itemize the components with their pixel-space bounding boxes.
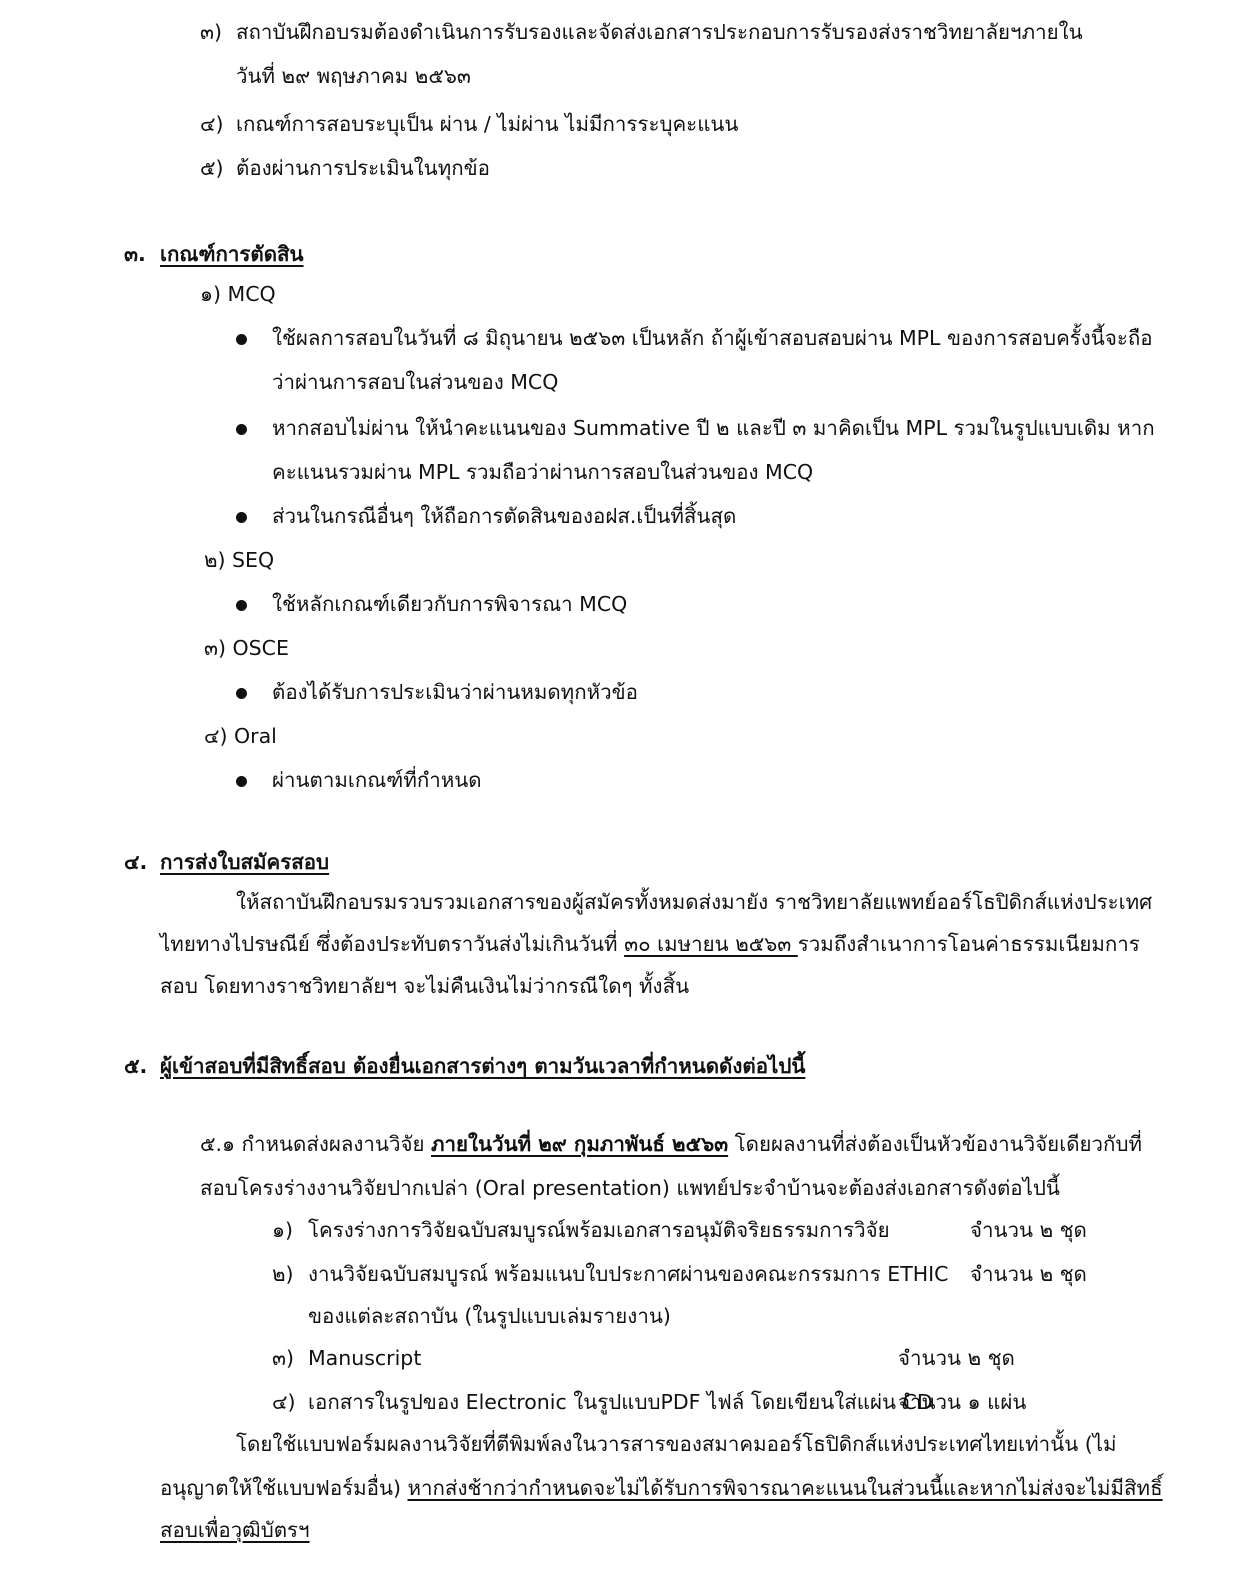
list-item-number: ๓) — [272, 1346, 295, 1370]
document-quantity: จำนวน ๒ ชุด — [898, 1346, 1015, 1370]
paragraph-line: อนุญาตให้ใช้แบบฟอร์มอื่น) หากส่งช้ากว่ากำหนดจะไม่ได้รับการพิจารณาคะแนนในส่วนนี้และหากไม่ส่งจะไม่มีสิทธิ์ — [160, 1476, 1163, 1500]
paragraph-line: ๕.๑ กำหนดส่งผลงานวิจัย ภายในวันที่ ๒๙ กุมภาพันธ์ ๒๕๖๓ โดยผลงานที่ส่งต้องเป็นหัวข้องานวิจัยเดียวกับที่ — [200, 1132, 1142, 1156]
subsection-label: ๑) MCQ — [200, 282, 276, 306]
section-number: ๔. — [124, 850, 148, 874]
bullet-text: คะแนนรวมผ่าน MPL รวมถือว่าผ่านการสอบในส่วนของ MCQ — [272, 460, 814, 484]
list-item-number: ๕) — [200, 156, 224, 180]
deadline-date: ๓๐ เมษายน ๒๕๖๓ — [624, 932, 798, 956]
document-name: งานวิจัยฉบับสมบูรณ์ พร้อมแนบใบประกาศผ่านของคณะกรรมการ ETHIC — [308, 1262, 949, 1286]
list-item-text: เกณฑ์การสอบระบุเป็น ผ่าน / ไม่ผ่าน ไม่มีการระบุคะแนน — [236, 112, 739, 136]
bullet-text: ใช้ผลการสอบในวันที่ ๘ มิถุนายน ๒๕๖๓ เป็นหลัก ถ้าผู้เข้าสอบสอบผ่าน MPL ของการสอบครั้งนี้จะถือ — [272, 326, 1153, 350]
list-item-number: ๒) — [272, 1262, 294, 1286]
bullet-icon — [236, 334, 247, 345]
bullet-text: ผ่านตามเกณฑ์ที่กำหนด — [272, 768, 482, 792]
section-number: ๓. — [124, 242, 146, 266]
bullet-text: หากสอบไม่ผ่าน ให้นำคะแนนของ Summative ปี ๒ และปี ๓ มาคิดเป็น MPL รวมในรูปแบบเดิม หาก — [272, 416, 1155, 440]
document-quantity: จำนวน ๑ แผ่น — [898, 1390, 1027, 1414]
bullet-text: ต้องได้รับการประเมินว่าผ่านหมดทุกหัวข้อ — [272, 680, 638, 704]
list-item-text: ต้องผ่านการประเมินในทุกข้อ — [236, 156, 490, 180]
warning-text: หากส่งช้ากว่ากำหนดจะไม่ได้รับการพิจารณาคะแนนในส่วนนี้และหากไม่ส่งจะไม่มีสิทธิ์ — [407, 1476, 1163, 1500]
subsection-label: ๒) SEQ — [204, 548, 275, 572]
document-name: โครงร่างการวิจัยฉบับสมบูรณ์พร้อมเอกสารอนุมัติจริยธรรมการวิจัย — [308, 1218, 890, 1242]
paragraph-line: สอบโครงร่างงานวิจัยปากเปล่า (Oral presentation) แพทย์ประจำบ้านจะต้องส่งเอกสารดังต่อไปนี้ — [200, 1176, 1060, 1200]
warning-text: สอบเพื่อวุฒิบัตรฯ — [160, 1518, 310, 1542]
document-quantity: จำนวน ๒ ชุด — [970, 1218, 1087, 1242]
bullet-text: ว่าผ่านการสอบในส่วนของ MCQ — [272, 370, 559, 394]
subsection-label: ๓) OSCE — [204, 636, 289, 660]
list-item-number: ๑) — [272, 1218, 294, 1242]
bullet-icon — [236, 688, 247, 699]
section-number: ๕. — [124, 1054, 148, 1078]
list-item-number: ๔) — [200, 112, 224, 136]
subsection-label: ๔) Oral — [204, 724, 277, 748]
bullet-text: ส่วนในกรณีอื่นๆ ให้ถือการตัดสินของอฝส.เป็นที่สิ้นสุด — [272, 504, 737, 528]
document-name: Manuscript — [308, 1346, 422, 1370]
list-item-number: ๓) — [200, 20, 223, 44]
bullet-icon — [236, 424, 247, 435]
paragraph-line: ให้สถาบันฝึกอบรมรวบรวมเอกสารของผู้สมัครทั้งหมดส่งมายัง ราชวิทยาลัยแพทย์ออร์โธปิดิกส์แห่งประเทศ — [236, 890, 1153, 914]
document-quantity: จำนวน ๒ ชุด — [970, 1262, 1087, 1286]
document-name: เอกสารในรูปของ Electronic ในรูปแบบPDF ไฟล์ โดยเขียนใส่แผ่น CD — [308, 1390, 933, 1414]
paragraph-line: โดยใช้แบบฟอร์มผลงานวิจัยที่ตีพิมพ์ลงในวารสารของสมาคมออร์โธปิดิกส์แห่งประเทศไทยเท่านั้น (ไม่ — [236, 1432, 1117, 1456]
section-heading: เกณฑ์การตัดสิน — [160, 242, 304, 266]
bullet-icon — [236, 776, 247, 787]
paragraph-line: ไทยทางไปรษณีย์ ซึ่งต้องประทับตราวันส่งไม่เกินวันที่ ๓๐ เมษายน ๒๕๖๓ รวมถึงสำเนาการโอนค่าธรรมเนียมการ — [160, 932, 1140, 956]
paragraph-line: สอบ โดยทางราชวิทยาลัยฯ จะไม่คืนเงินไม่ว่ากรณีใดๆ ทั้งสิ้น — [160, 974, 690, 998]
list-item-text: สถาบันฝึกอบรมต้องดำเนินการรับรองและจัดส่งเอกสารประกอบการรับรองส่งราชวิทยาลัยฯภายใน — [236, 20, 1083, 44]
section-heading: ผู้เข้าสอบที่มีสิทธิ์สอบ ต้องยื่นเอกสารต่างๆ ตามวันเวลาที่กำหนดดังต่อไปนี้ — [160, 1054, 806, 1078]
section-heading: การส่งใบสมัครสอบ — [160, 850, 330, 874]
bullet-text: ใช้หลักเกณฑ์เดียวกับการพิจารณา MCQ — [272, 592, 628, 616]
deadline-date: ภายในวันที่ ๒๙ กุมภาพันธ์ ๒๕๖๓ — [431, 1132, 729, 1156]
list-item-number: ๔) — [272, 1390, 296, 1414]
document-name: ของแต่ละสถาบัน (ในรูปแบบเล่มรายงาน) — [308, 1304, 671, 1328]
bullet-icon — [236, 512, 247, 523]
list-item-text: วันที่ ๒๙ พฤษภาคม ๒๕๖๓ — [236, 64, 471, 88]
bullet-icon — [236, 600, 247, 611]
